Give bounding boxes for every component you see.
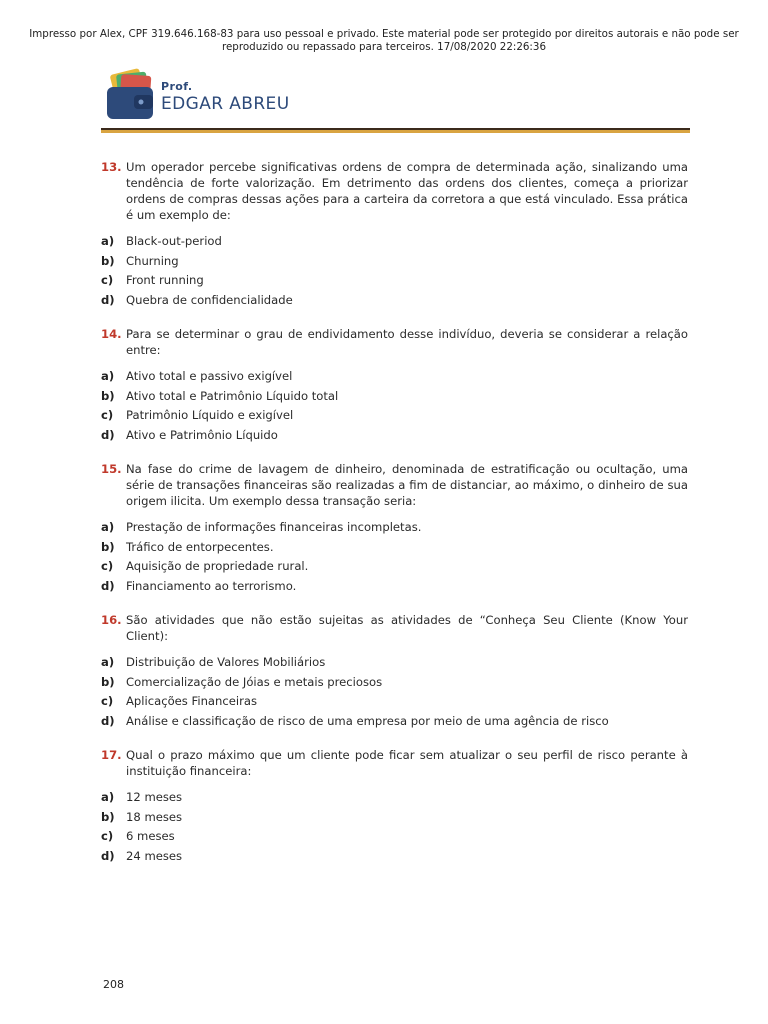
option-letter: b) — [101, 809, 115, 824]
option-b — [101, 673, 688, 693]
option-d — [101, 847, 688, 867]
option-text: Ativo total e passivo exigível — [126, 369, 293, 383]
watermark-notice: Impresso por Alex, CPF 319.646.168-83 para uso pessoal e privado. Este material pode ser protegido por direitos autorais e não pode ser reproduzido ou repassado para terceiros. 17/08/2020 22:26:36 — [29, 28, 739, 53]
option-letter: d) — [101, 427, 115, 442]
option-list — [101, 653, 688, 731]
option-letter: c) — [101, 694, 114, 708]
question-number: 15. — [101, 462, 122, 476]
option-text: 6 meses — [126, 829, 175, 843]
option-c — [101, 557, 688, 577]
question-17 — [101, 747, 688, 866]
option-letter: d) — [101, 848, 115, 863]
option-text: Financiamento ao terrorismo. — [126, 578, 297, 593]
option-text: Análise e classificação de risco de uma empresa por meio de uma agência de risco — [126, 713, 609, 728]
option-letter: c) — [101, 829, 114, 843]
option-text: 18 meses — [126, 809, 183, 824]
option-c — [101, 271, 688, 291]
option-text: Black-out-period — [126, 234, 222, 248]
question-number: 14. — [101, 327, 122, 341]
option-text: Quebra de confidencialidade — [126, 292, 293, 307]
option-letter: a) — [101, 790, 115, 804]
option-letter: d) — [101, 292, 115, 307]
option-b — [101, 252, 688, 272]
question-14 — [101, 326, 688, 445]
option-letter: a) — [101, 369, 115, 383]
option-a — [101, 788, 688, 808]
question-text: São atividades que não estão sujeitas as atividades de “Conheça Seu Cliente (Know Your Client): — [126, 613, 688, 643]
option-text: Prestação de informações financeiras incompletas. — [126, 520, 422, 534]
option-text: Tráfico de entorpecentes. — [126, 539, 274, 554]
option-c — [101, 692, 688, 712]
option-text: 12 meses — [126, 790, 183, 804]
option-text: Patrimônio Líquido e exigível — [126, 408, 294, 422]
question-text: Qual o prazo máximo que um cliente pode ficar sem atualizar o seu perfil de risco perante à instituição financeira: — [126, 748, 688, 778]
option-c — [101, 827, 688, 847]
question-16 — [101, 612, 688, 731]
option-letter: b) — [101, 388, 115, 403]
option-letter: d) — [101, 578, 115, 593]
question-text: Na fase do crime de lavagem de dinheiro, denominada de estratificação ou ocultação, uma série de transações financeiras são realizadas a fim de distanciar, ao máximo, o dinheiro de sua origem ilicita. Um exemplo dessa transação seria: — [126, 462, 688, 508]
option-letter: a) — [101, 655, 115, 669]
option-a — [101, 367, 688, 387]
option-b — [101, 387, 688, 407]
option-text: Churning — [126, 253, 179, 268]
option-a — [101, 232, 688, 252]
option-text: Distribuição de Valores Mobiliários — [126, 655, 326, 669]
header-rule-gold — [101, 130, 690, 133]
option-d — [101, 577, 688, 597]
option-letter: d) — [101, 713, 115, 728]
option-text: Aplicações Financeiras — [126, 694, 258, 708]
option-c — [101, 406, 688, 426]
option-d — [101, 426, 688, 446]
option-letter: c) — [101, 273, 114, 287]
option-b — [101, 808, 688, 828]
option-letter: b) — [101, 539, 115, 554]
option-text: Front running — [126, 273, 204, 287]
option-text: Ativo total e Patrimônio Líquido total — [126, 388, 339, 403]
option-list — [101, 232, 688, 310]
option-letter: b) — [101, 253, 115, 268]
option-b — [101, 538, 688, 558]
option-list — [101, 518, 688, 596]
page-number: 208 — [103, 978, 124, 991]
logo — [104, 67, 304, 123]
option-d — [101, 712, 688, 732]
logo-name-text: EDGAR ABREU — [161, 94, 290, 114]
option-d — [101, 291, 688, 311]
option-letter: b) — [101, 674, 115, 689]
logo-prof-text: Prof. — [161, 80, 193, 93]
option-text: Ativo e Patrimônio Líquido — [126, 427, 278, 442]
wallet-icon — [104, 67, 158, 123]
question-text: Para se determinar o grau de endividamento desse indivíduo, deveria se considerar a relação entre: — [126, 327, 688, 357]
option-letter: c) — [101, 408, 114, 422]
question-15 — [101, 461, 688, 596]
option-list — [101, 788, 688, 866]
question-list — [101, 159, 688, 882]
question-number: 13. — [101, 160, 122, 174]
question-number: 17. — [101, 748, 122, 762]
option-list — [101, 367, 688, 445]
option-letter: a) — [101, 234, 115, 248]
option-letter: a) — [101, 520, 115, 534]
option-a — [101, 653, 688, 673]
question-13 — [101, 159, 688, 310]
option-text: Comercialização de Jóias e metais preciosos — [126, 674, 383, 689]
option-text: Aquisição de propriedade rural. — [126, 559, 309, 573]
option-letter: c) — [101, 559, 114, 573]
question-number: 16. — [101, 613, 122, 627]
option-a — [101, 518, 688, 538]
option-text: 24 meses — [126, 848, 183, 863]
question-text: Um operador percebe significativas ordens de compra de determinada ação, sinalizando uma tendência de forte valorização. Em detrimento das ordens dos clientes, começa a priorizar ordens de compras dessas ações para a carteira da corretora a que está vinculado. Essa prática é um exemplo de: — [126, 160, 688, 222]
